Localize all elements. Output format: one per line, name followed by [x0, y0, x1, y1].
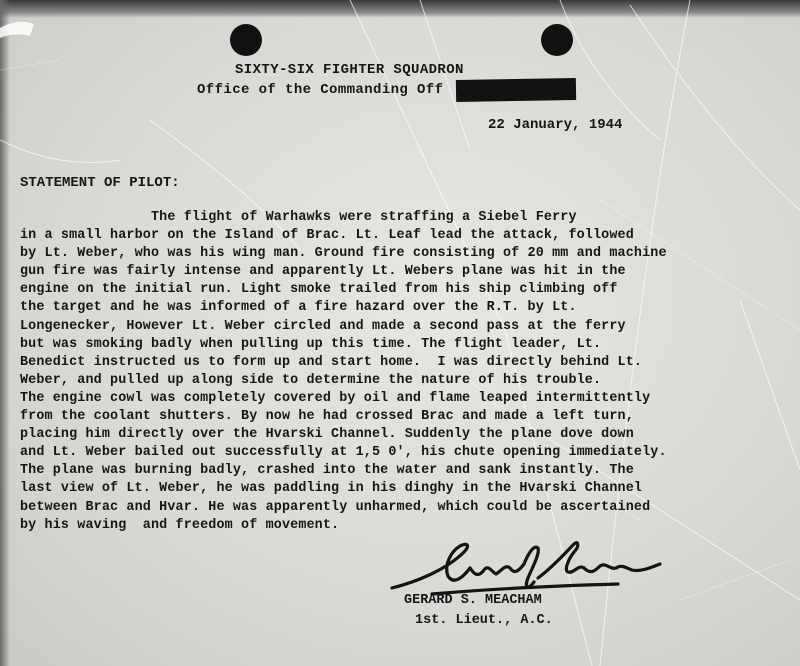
body-line: the target and he was informed of a fire hazard over the R.T. by Lt.: [20, 300, 577, 316]
body-line: by Lt. Weber, who was his wing man. Ground fire consisting of 20 mm and machine: [20, 246, 667, 262]
body-line: from the coolant shutters. By now he had crossed Brac and made a left turn,: [20, 409, 634, 425]
statement-title: STATEMENT OF PILOT:: [20, 175, 180, 191]
letter-date: 22 January, 1944: [488, 117, 623, 133]
body-line: engine on the initial run. Light smoke trailed from his ship climbing off: [20, 282, 618, 298]
signer-name: GERARD S. MEACHAM: [404, 593, 542, 608]
body-line: The plane was burning badly, crashed into the water and sank instantly. The: [20, 463, 634, 479]
body-line: Longenecker, However Lt. Weber circled and made a second pass at the ferry: [20, 318, 626, 334]
body-line: placing him directly over the Hvarski Channel. Suddenly the plane dove down: [20, 427, 634, 443]
body-line: and Lt. Weber bailed out successfully at 1,5 0', his chute opening immediately.: [20, 445, 667, 461]
squadron-header: SIXTY-SIX FIGHTER SQUADRON: [235, 62, 464, 78]
body-line: by his waving and freedom of movement.: [20, 517, 340, 533]
body-line: in a small harbor on the Island of Brac. Lt. Leaf lead the attack, followed: [20, 228, 634, 244]
body-line: Benedict instructed us to form up and start home. I was directly behind Lt.: [20, 354, 643, 370]
body-line: gun fire was fairly intense and apparently Lt. Webers plane was hit in the: [20, 264, 626, 280]
body-line: The flight of Warhawks were straffing a Siebel Ferry: [20, 210, 577, 225]
body-line: between Brac and Hvar. He was apparently unharmed, which could be ascertained: [20, 499, 651, 515]
signer-rank: 1st. Lieut., A.C.: [415, 613, 553, 628]
body-line: last view of Lt. Weber, he was paddling in his dinghy in the Hvarski Channel: [20, 481, 643, 497]
statement-body: [20, 209, 790, 535]
body-line: Weber, and pulled up along side to determine the nature of his trouble.: [20, 372, 602, 388]
handwritten-signature: [388, 538, 663, 600]
office-header: Office of the Commanding Off: [197, 82, 444, 98]
body-line: but was smoking badly when pulling up this time. The flight leader, Lt.: [20, 336, 602, 352]
redaction-mark: [456, 78, 576, 102]
body-line: The engine cowl was completely covered by oil and flame leaped intermittently: [20, 390, 651, 406]
